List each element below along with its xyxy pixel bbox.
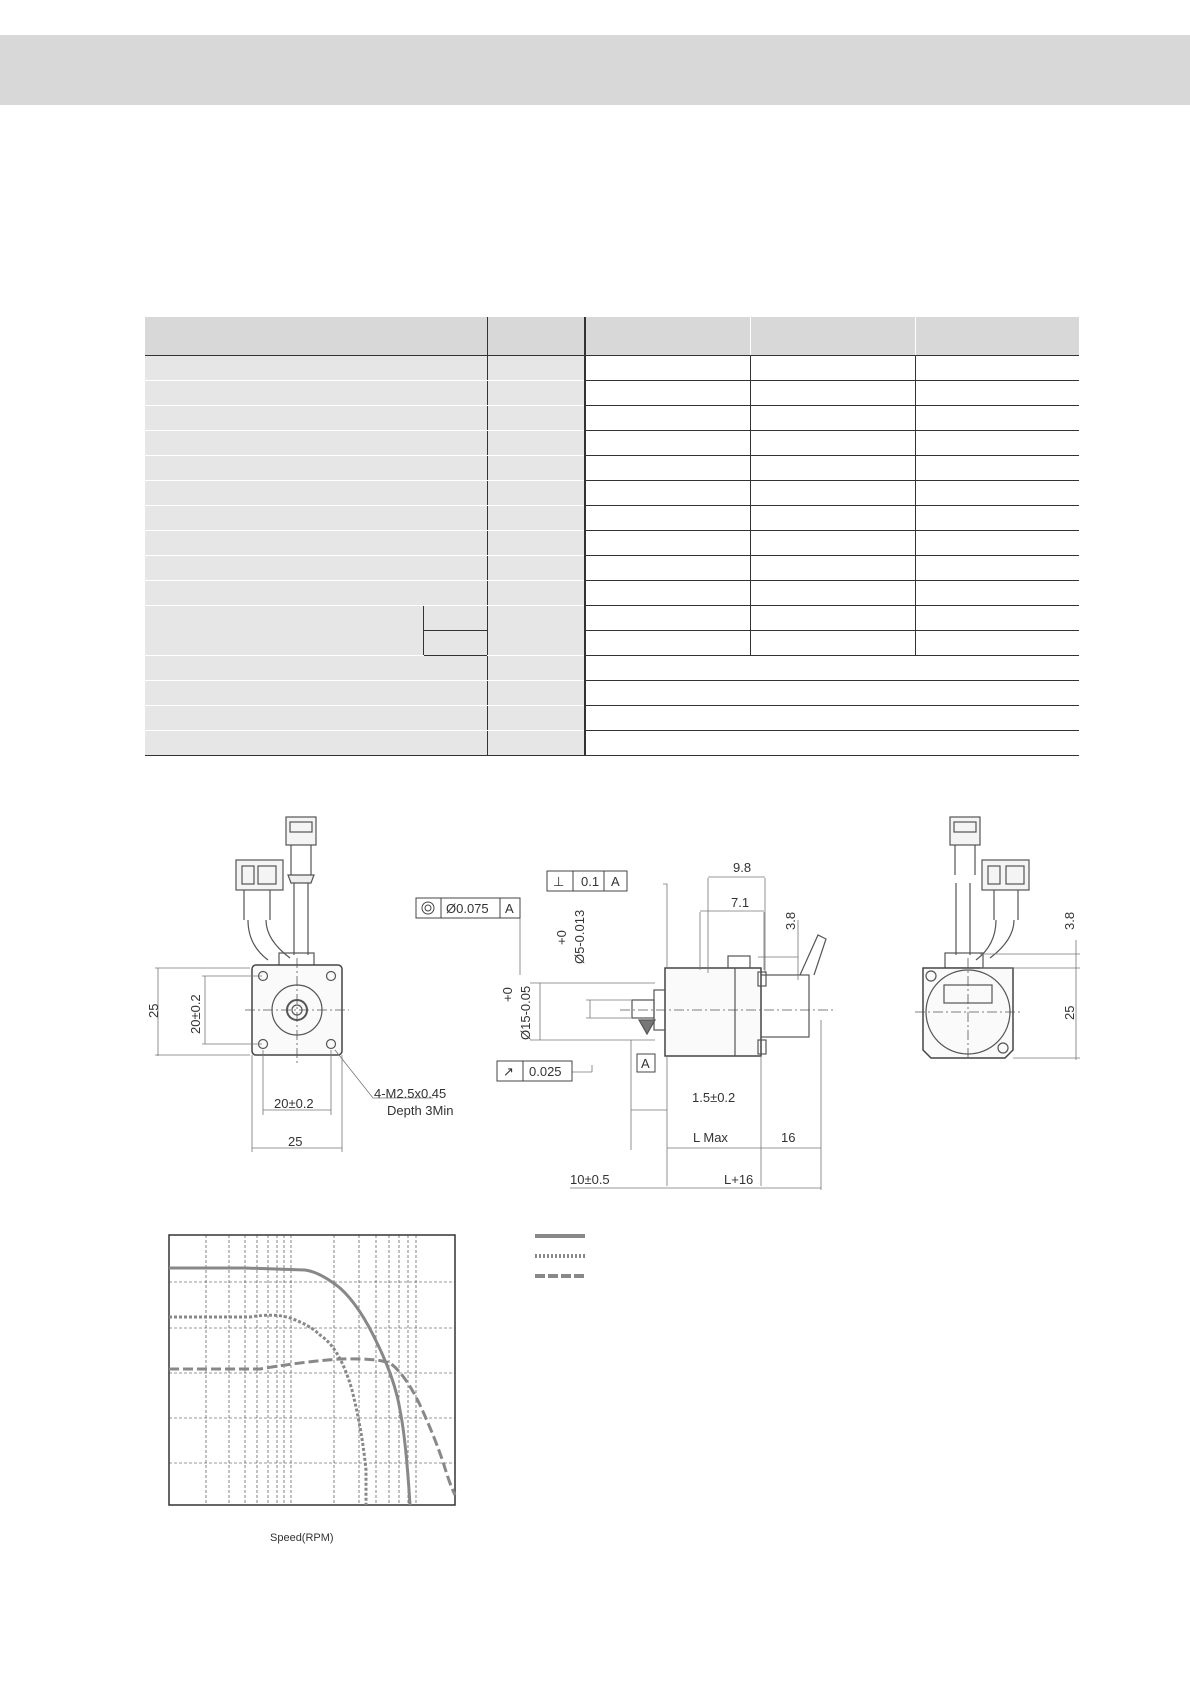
table-row-split (145, 606, 1079, 631)
front-view (236, 817, 349, 1063)
dim-7-1: 7.1 (731, 895, 750, 910)
dim-l-total: L+16 (724, 1172, 754, 1187)
dim-1-5: 1.5±0.2 (692, 1090, 736, 1105)
concentricity-datum: A (505, 901, 514, 916)
table-row (145, 406, 1079, 431)
table-row (145, 531, 1079, 556)
holes-callout-line2: Depth 3Min (387, 1103, 454, 1118)
spec-table (145, 317, 1079, 756)
dim-shaft-length: 10±0.5 (570, 1172, 610, 1187)
table-row (145, 381, 1079, 406)
rear-dim-3-8: 3.8 (1062, 911, 1077, 930)
runout-tolerance: 0.025 (529, 1064, 562, 1079)
pilot-diameter: Ø15-0.05 (518, 985, 533, 1040)
table-header-model-3 (915, 317, 1079, 356)
shaft-diameter: Ø5-0.013 (572, 909, 587, 964)
pilot-tolerance: +0 (500, 987, 515, 1002)
table-row (145, 581, 1079, 606)
runout-symbol: ↗ (503, 1064, 514, 1079)
front-hole-pitch-h-dim: 20±0.2 (274, 1096, 314, 1111)
front-hole-pitch-v-dim: 20±0.2 (188, 994, 203, 1034)
perpendicularity-symbol: ⊥ (553, 874, 565, 889)
table-row (145, 731, 1079, 756)
holes-callout-line1: 4-M2.5x0.45 (374, 1086, 447, 1101)
table-header-model-1 (585, 317, 750, 356)
table-header-model-2 (750, 317, 915, 356)
dim-9-8: 9.8 (733, 860, 752, 875)
table-row (145, 656, 1079, 681)
speed-torque-graph (150, 1225, 470, 1525)
perpendicularity-tolerance: 0.1 (581, 874, 600, 889)
table-header-item (145, 317, 487, 356)
perpendicularity-datum: A (611, 874, 620, 889)
front-width-dim: 25 (288, 1134, 303, 1149)
front-height-dim: 25 (146, 1003, 161, 1018)
table-row (145, 456, 1079, 481)
speed-axis-label: Speed(RPM) (270, 1532, 334, 1544)
concentricity-tolerance: Ø0.075 (446, 901, 489, 916)
header-band (0, 35, 1190, 105)
side-view (620, 935, 835, 1056)
dim-3-8: 3.8 (783, 911, 798, 930)
table-row (145, 506, 1079, 531)
table-row (145, 556, 1079, 581)
table-row (145, 481, 1079, 506)
shaft-tolerance: +0 (554, 930, 569, 945)
table-row (145, 706, 1079, 731)
table-row (145, 431, 1079, 456)
dim-l-max: L Max (693, 1130, 728, 1145)
graph-legend (530, 1225, 600, 1285)
rear-view (915, 817, 1029, 1061)
dimension-drawing (0, 800, 1190, 1200)
dim-16: 16 (781, 1130, 796, 1145)
table-header-row (145, 317, 1079, 356)
table-row (145, 356, 1079, 381)
rear-height-dim: 25 (1062, 1005, 1077, 1020)
datum-a-label: A (641, 1056, 650, 1071)
table-row (145, 681, 1079, 706)
table-header-unit (487, 317, 585, 356)
